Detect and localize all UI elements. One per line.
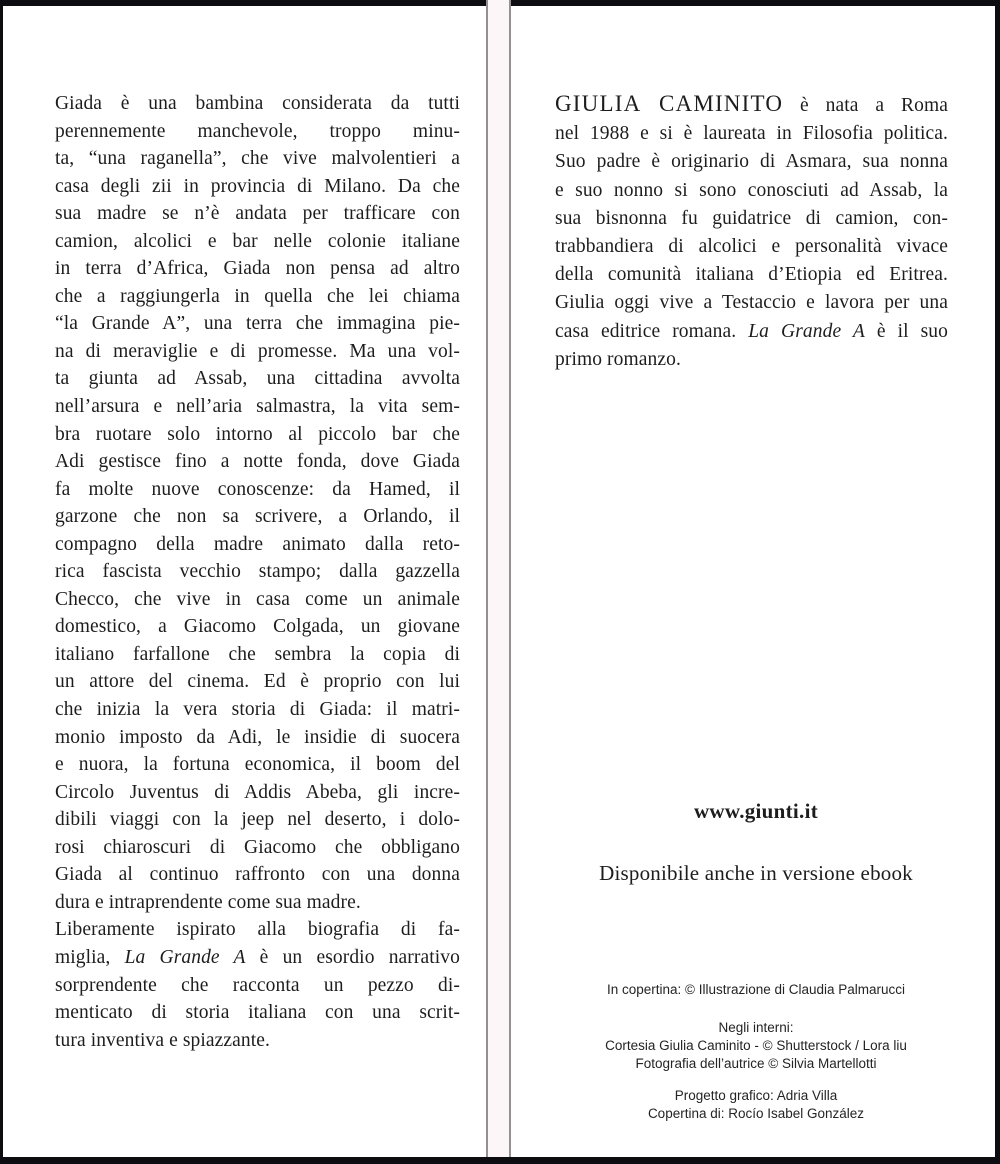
text-line: garzone che non sa scrivere, a Orlando, il xyxy=(55,506,460,528)
text-line: sua bisnonna fu guidatrice di camion, con- xyxy=(555,207,948,229)
credit-cover-by: Copertina di: Rocío Isabel González xyxy=(647,1106,865,1121)
text-line: miglia, La Grande A è un esordio narrativo xyxy=(55,946,460,968)
text-line: na di meraviglie e di promesse. Ma una vol- xyxy=(55,340,460,362)
credits-design xyxy=(514,1087,998,1123)
text-line: rica fascista vecchio stampo; dalla gazzella xyxy=(55,561,460,583)
text-line: casa degli zii in provincia di Milano. Da che xyxy=(55,175,460,197)
text-line: nell’arsura e nell’aria salmastra, la vita sem- xyxy=(55,396,460,418)
text-line: Suo padre è originario di Asmara, sua nonna xyxy=(555,151,948,173)
text-line: domestico, a Giacomo Colgada, un giovane xyxy=(55,616,460,638)
credit-interiors-line2: Fotografia dell’autrice © Silvia Martellotti xyxy=(635,1056,877,1071)
text-line: nel 1988 e si è laureata in Filosofia politica. xyxy=(555,123,948,145)
publisher-website: www.giunti.it xyxy=(693,799,819,823)
text-line: monio imposto da Adi, le insidie di suocera xyxy=(55,726,460,748)
text-line: menticato di storia italiana con una scrit- xyxy=(55,1002,460,1024)
text-line: e suo nonno si sono conosciuti ad Assab, la xyxy=(555,179,948,201)
text-line: bra ruotare solo intorno al piccolo bar che xyxy=(55,423,460,445)
text-line: fa molte nuove conoscenze: da Hamed, il xyxy=(55,478,460,500)
text-line: in terra d’Africa, Giada non pensa ad altro xyxy=(55,258,460,280)
text-line: ta, “una raganella”, che vive malvolentieri a xyxy=(55,148,460,170)
author-bio xyxy=(555,90,948,374)
text-line: Giulia oggi vive a Testaccio e lavora per una xyxy=(555,292,948,314)
text-line: camion, alcolici e bar nelle colonie italiane xyxy=(55,230,460,252)
text-line: e nuora, la fortuna economica, il boom del xyxy=(55,754,460,776)
text-line: ta giunta ad Assab, una cittadina avvolta xyxy=(55,368,460,390)
text-line: GIULIA CAMINITO è nata a Roma xyxy=(555,91,948,116)
author-name: GIULIA CAMINITO xyxy=(555,91,784,116)
text-line: Giada al continuo raffronto con una donna xyxy=(55,864,460,886)
left-flap-synopsis xyxy=(55,90,460,1054)
text-line: dura e intraprendente come sua madre. xyxy=(55,891,361,913)
credit-interiors-heading: Negli interni: xyxy=(718,1020,794,1035)
text-line: sua madre se n’è andata per trafficare con xyxy=(55,203,460,225)
text-line: italiano farfallone che sembra la copia di xyxy=(55,643,460,665)
credit-graphic-design: Progetto grafico: Adria Villa xyxy=(674,1088,838,1103)
text-line: tura inventiva e spiazzante. xyxy=(55,1029,271,1051)
text-line: dibili viaggi con la jeep nel deserto, i dolo- xyxy=(55,809,460,831)
text-line: trabbandiera di alcolici e personalità vivace xyxy=(555,236,948,258)
text-line: che a raggiungerla in quella che lei chiama xyxy=(55,285,460,307)
text-line: casa editrice romana. La Grande A è il suo xyxy=(555,320,948,342)
text-line: Circolo Juventus di Addis Abeba, gli incre- xyxy=(55,781,460,803)
text-line: un attore del cinema. Ed è proprio con lui xyxy=(55,671,460,693)
text-line: perennemente manchevole, troppo minu- xyxy=(55,120,460,142)
text-line: primo romanzo. xyxy=(555,348,681,370)
credits-interiors xyxy=(514,1019,998,1073)
ebook-note: Disponibile anche in versione ebook xyxy=(599,861,913,885)
text-line: Liberamente ispirato alla biografia di fa- xyxy=(55,919,460,941)
text-line: della comunità italiana d’Etiopia ed Eritrea. xyxy=(555,264,948,286)
flap-fold-gutter xyxy=(486,0,511,1157)
text-line: compagno della madre animato dalla reto- xyxy=(55,533,460,555)
credit-cover-illustration: In copertina: © Illustrazione di Claudia Palmarucci xyxy=(606,982,906,997)
credit-interiors-line1: Cortesia Giulia Caminito - © Shutterstock / Lora liu xyxy=(605,1038,907,1053)
text-line: “la Grande A”, una terra che immagina pie- xyxy=(55,313,460,335)
text-line: Checco, che vive in casa come un animale xyxy=(55,588,460,610)
text-line: Giada è una bambina considerata da tutti xyxy=(55,93,460,114)
text-line: rosi chiaroscuri di Giacomo che obbligano xyxy=(55,836,460,858)
text-line: Adi gestisce fino a notte fonda, dove Giada xyxy=(55,451,460,473)
text-line: che inizia la vera storia di Giada: il matri- xyxy=(55,699,460,721)
credits-cover xyxy=(514,981,998,999)
text-line: sorprendente che racconta un pezzo di- xyxy=(55,974,460,996)
